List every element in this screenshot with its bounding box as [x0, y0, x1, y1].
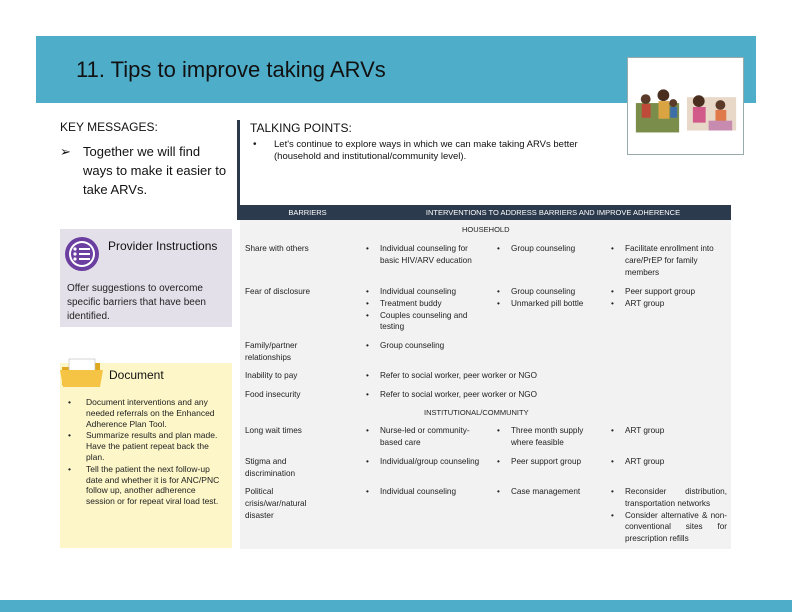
barrier-cell: Inability to pay — [245, 371, 298, 380]
institutional-section-label: INSTITUTIONAL/COMMUNITY — [424, 408, 529, 417]
interventions-header: INTERVENTIONS TO ADDRESS BARRIERS AND IMPROVE ADHERENCE — [375, 205, 731, 220]
intervention-item: • Refer to social worker, peer worker or NGO — [366, 370, 616, 382]
provider-instructions-title: Provider Instructions — [108, 239, 218, 253]
intervention-item: • Consider alternative & non-conventional sites for prescription refills — [611, 510, 727, 545]
intervention-item: • ART group — [611, 298, 727, 310]
talking-point-bullet: • — [253, 139, 257, 150]
document-box — [60, 363, 232, 548]
intervention-cell — [366, 243, 486, 267]
barrier-cell: Share with others — [245, 244, 309, 253]
folder-icon — [60, 357, 105, 389]
barrier-cell: Family/partner relationships — [245, 341, 298, 362]
document-item: • Tell the patient the next follow-up date and whether it is for ANC/PNC follow up, another adherence session or for repeat viral load test. — [66, 464, 226, 507]
barriers-header: BARRIERS — [240, 205, 375, 220]
family-photo — [627, 57, 744, 155]
intervention-item: • Peer support group — [611, 286, 727, 298]
barrier-cell: Stigma and discrimination — [245, 457, 296, 478]
provider-instructions-text: Offer suggestions to overcome specific barriers that have been identified. — [67, 283, 206, 322]
intervention-item: • Group counseling — [366, 340, 566, 352]
talking-point-text: Let's continue to explore ways in which we can make taking ARVs better (household and institutional/community level). — [274, 139, 578, 162]
intervention-item: • Group counseling — [497, 243, 601, 255]
intervention-cell — [497, 243, 601, 255]
provider-instructions-box — [60, 229, 232, 327]
document-item: • Document interventions and any needed referrals on the Enhanced Adherence Plan Tool. — [66, 397, 226, 429]
intervention-item: • Unmarked pill bottle — [497, 298, 601, 310]
intervention-cell — [611, 286, 727, 310]
intervention-item: • ART group — [611, 456, 727, 468]
intervention-item: • Individual counseling — [366, 486, 486, 498]
intervention-cell — [497, 486, 601, 498]
intervention-cell — [366, 286, 486, 333]
barrier-cell: Food insecurity — [245, 390, 301, 399]
barrier-cell: Fear of disclosure — [245, 287, 311, 296]
intervention-cell — [366, 486, 486, 498]
intervention-cell — [611, 425, 727, 437]
intervention-cell — [366, 425, 486, 449]
intervention-cell — [497, 286, 601, 310]
barrier-cell: Political crisis/war/natural disaster — [245, 487, 307, 520]
intervention-item: • Reconsider distribution, transportation networks — [611, 486, 727, 510]
intervention-cell — [497, 425, 601, 449]
talking-points-title: TALKING POINTS: — [250, 121, 352, 135]
intervention-cell — [366, 389, 616, 401]
page-title: 11. Tips to improve taking ARVs — [76, 57, 386, 82]
intervention-item: • ART group — [611, 425, 727, 437]
barrier-cell: Long wait times — [245, 426, 302, 435]
intervention-item: • Refer to social worker, peer worker or NGO — [366, 389, 616, 401]
intervention-cell — [366, 340, 566, 352]
intervention-item: • Nurse-led or community-based care — [366, 425, 486, 449]
document-title: Document — [109, 368, 164, 382]
intervention-cell — [366, 370, 616, 382]
intervention-item: • Individual counseling for basic HIV/ARV education — [366, 243, 486, 267]
intervention-item: • Treatment buddy — [366, 298, 486, 310]
intervention-cell — [497, 456, 601, 468]
key-messages-title: KEY MESSAGES: — [60, 120, 158, 134]
document-list — [66, 397, 226, 507]
intervention-cell — [611, 243, 727, 278]
intervention-item: • Group counseling — [497, 286, 601, 298]
intervention-item: • Three month supply where feasible — [497, 425, 601, 449]
household-section-label: HOUSEHOLD — [462, 225, 510, 234]
intervention-cell — [611, 486, 727, 545]
intervention-item: • Couples counseling and testing — [366, 310, 486, 334]
intervention-item: • Case management — [497, 486, 601, 498]
intervention-item: • Individual counseling — [366, 286, 486, 298]
checklist-icon — [63, 235, 101, 273]
key-message — [60, 142, 230, 199]
intervention-item: • Individual/group counseling — [366, 456, 486, 468]
intervention-cell — [366, 456, 486, 468]
document-item: • Summarize results and plan made. Have the patient repeat back the plan. — [66, 430, 226, 462]
intervention-item: • Peer support group — [497, 456, 601, 468]
intervention-cell — [611, 456, 727, 468]
key-message-text: Together we will find ways to make it easier to take ARVs. — [83, 144, 227, 197]
footer-bar — [0, 600, 792, 612]
arrow-bullet-icon: ➢ — [60, 144, 71, 159]
intervention-item: • Facilitate enrollment into care/PrEP for family members — [611, 243, 727, 278]
